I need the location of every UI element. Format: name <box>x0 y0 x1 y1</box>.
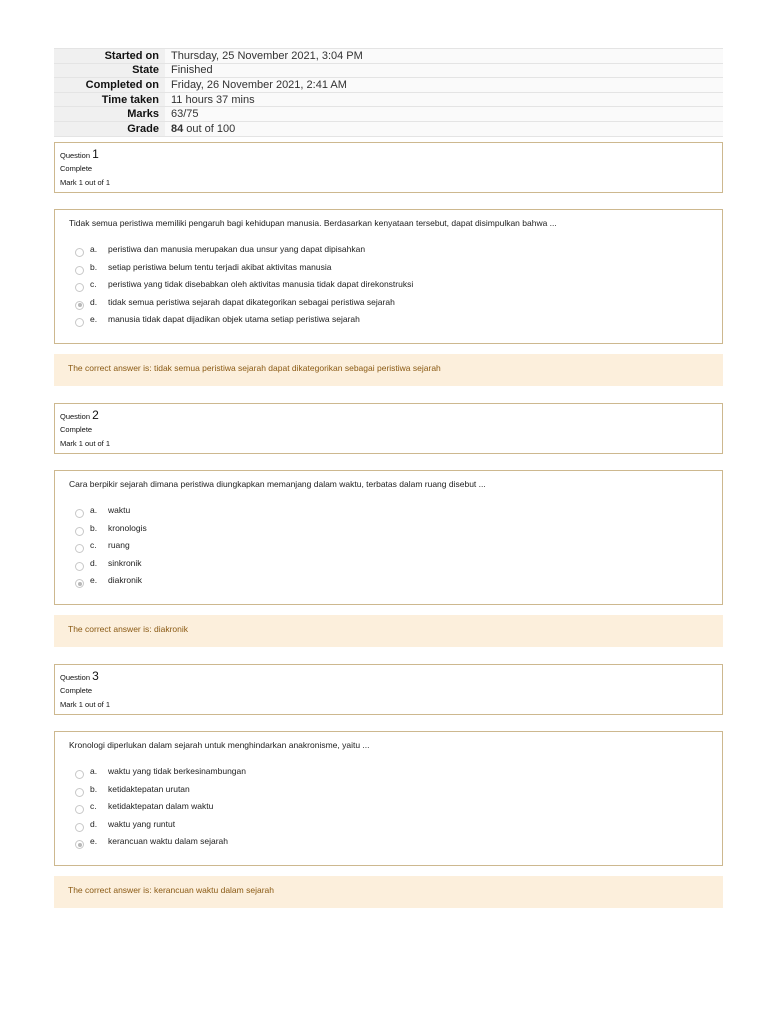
question-info-2 <box>54 403 723 454</box>
question-state: Complete <box>60 425 93 434</box>
question-number-value: 3 <box>92 669 99 683</box>
correct-answer-feedback <box>54 354 723 386</box>
question-text: Kronologi diperlukan dalam sejarah untuk menghindarkan anakronisme, yaitu ... <box>69 740 370 750</box>
summary-value: Thursday, 25 November 2021, 3:04 PM <box>165 49 723 64</box>
option-letter: b. <box>90 261 98 272</box>
question-state: Complete <box>60 164 93 173</box>
radio-button[interactable] <box>75 283 84 292</box>
summary-row-grade <box>54 121 723 136</box>
option-letter: e. <box>90 575 98 585</box>
question-number-value: 1 <box>92 147 99 161</box>
option-letter: c. <box>90 801 97 811</box>
question-info-3 <box>54 664 723 715</box>
summary-label: Started on <box>54 49 165 64</box>
question-mark: Mark 1 out of 1 <box>60 178 111 187</box>
option-letter: a. <box>90 505 98 515</box>
summary-label: Marks <box>54 107 165 122</box>
radio-button[interactable] <box>75 823 84 832</box>
option-letter: b. <box>90 522 98 533</box>
option-text: kronologis <box>108 522 147 533</box>
grade-out-of: out of 100 <box>183 122 236 135</box>
grade-value: 84 <box>171 122 184 135</box>
radio-button[interactable] <box>75 248 84 257</box>
summary-value: 11 hours 37 mins <box>165 92 723 107</box>
summary-label: Completed on <box>54 78 165 93</box>
option-text: ketidaktepatan dalam waktu <box>108 801 214 811</box>
summary-value: 63/75 <box>165 107 723 122</box>
summary-label: State <box>54 63 165 78</box>
option-letter: e. <box>90 836 98 846</box>
option-letter: e. <box>90 314 98 324</box>
question-info-1 <box>54 142 723 193</box>
summary-row-completed <box>54 78 723 93</box>
feedback-text: The correct answer is: kerancuan waktu dalam sejarah <box>68 885 274 895</box>
radio-button-selected[interactable] <box>75 579 84 588</box>
radio-button[interactable] <box>75 805 84 814</box>
question-number <box>60 147 99 161</box>
option-letter: d. <box>90 557 98 568</box>
radio-button[interactable] <box>75 562 84 571</box>
radio-button[interactable] <box>75 770 84 779</box>
option-text: tidak semua peristiwa sejarah dapat dikategorikan sebagai peristiwa sejarah <box>108 296 395 307</box>
correct-answer-feedback <box>54 615 723 647</box>
option-text: diakronik <box>108 575 143 585</box>
summary-value: Finished <box>165 63 723 78</box>
summary-row-state <box>54 63 723 78</box>
option-letter: a. <box>90 766 98 776</box>
radio-button[interactable] <box>75 509 84 518</box>
question-content-2 <box>54 470 723 605</box>
radio-button-selected[interactable] <box>75 301 84 310</box>
feedback-text: The correct answer is: tidak semua peristiwa sejarah dapat dikategorikan sebagai peristiwa sejarah <box>68 363 441 373</box>
radio-button[interactable] <box>75 318 84 327</box>
summary-row-started <box>54 49 723 64</box>
option-text: peristiwa dan manusia merupakan dua unsur yang dapat dipisahkan <box>108 244 366 254</box>
radio-button[interactable] <box>75 527 84 536</box>
correct-answer-feedback <box>54 876 723 908</box>
option-letter: a. <box>90 244 98 254</box>
radio-button[interactable] <box>75 266 84 275</box>
question-text: Cara berpikir sejarah dimana peristiwa diungkapkan memanjang dalam waktu, terbatas dalam ruang disebut ... <box>69 479 486 489</box>
option-text: ruang <box>108 540 130 550</box>
option-text: peristiwa yang tidak disebabkan oleh aktivitas manusia tidak dapat direkonstruksi <box>108 279 414 289</box>
question-content-3 <box>54 731 723 866</box>
question-label: Question <box>60 412 91 421</box>
question-number <box>60 669 99 683</box>
question-text: Tidak semua peristiwa memiliki pengaruh bagi kehidupan manusia. Berdasarkan kenyataan tersebut, dapat disimpulkan bahwa ... <box>69 218 557 228</box>
feedback-text: The correct answer is: diakronik <box>68 624 188 634</box>
summary-label: Time taken <box>54 92 165 107</box>
option-text: waktu yang tidak berkesinambungan <box>108 766 246 776</box>
option-letter: d. <box>90 296 98 307</box>
radio-button[interactable] <box>75 544 84 553</box>
question-label: Question <box>60 673 91 682</box>
option-letter: c. <box>90 279 97 289</box>
question-mark: Mark 1 out of 1 <box>60 439 111 448</box>
option-text: sinkronik <box>108 557 142 568</box>
summary-value <box>165 121 723 136</box>
option-text: manusia tidak dapat dijadikan objek utama setiap peristiwa sejarah <box>108 314 360 324</box>
attempt-summary-table <box>54 48 723 137</box>
question-mark: Mark 1 out of 1 <box>60 700 111 709</box>
summary-row-marks <box>54 107 723 122</box>
question-label: Question <box>60 151 91 160</box>
option-text: waktu yang runtut <box>108 818 176 829</box>
question-number-value: 2 <box>92 408 99 422</box>
question-content-1 <box>54 209 723 344</box>
question-number <box>60 408 99 422</box>
option-letter: b. <box>90 783 98 794</box>
radio-button-selected[interactable] <box>75 840 84 849</box>
summary-value: Friday, 26 November 2021, 2:41 AM <box>165 78 723 93</box>
summary-row-time-taken <box>54 92 723 107</box>
option-text: ketidaktepatan urutan <box>108 783 190 794</box>
summary-label: Grade <box>54 121 165 136</box>
option-text: setiap peristiwa belum tentu terjadi akibat aktivitas manusia <box>108 261 332 272</box>
radio-button[interactable] <box>75 788 84 797</box>
option-letter: d. <box>90 818 98 829</box>
option-letter: c. <box>90 540 97 550</box>
option-text: kerancuan waktu dalam sejarah <box>108 836 229 846</box>
option-text: waktu <box>108 505 131 515</box>
question-state: Complete <box>60 686 93 695</box>
